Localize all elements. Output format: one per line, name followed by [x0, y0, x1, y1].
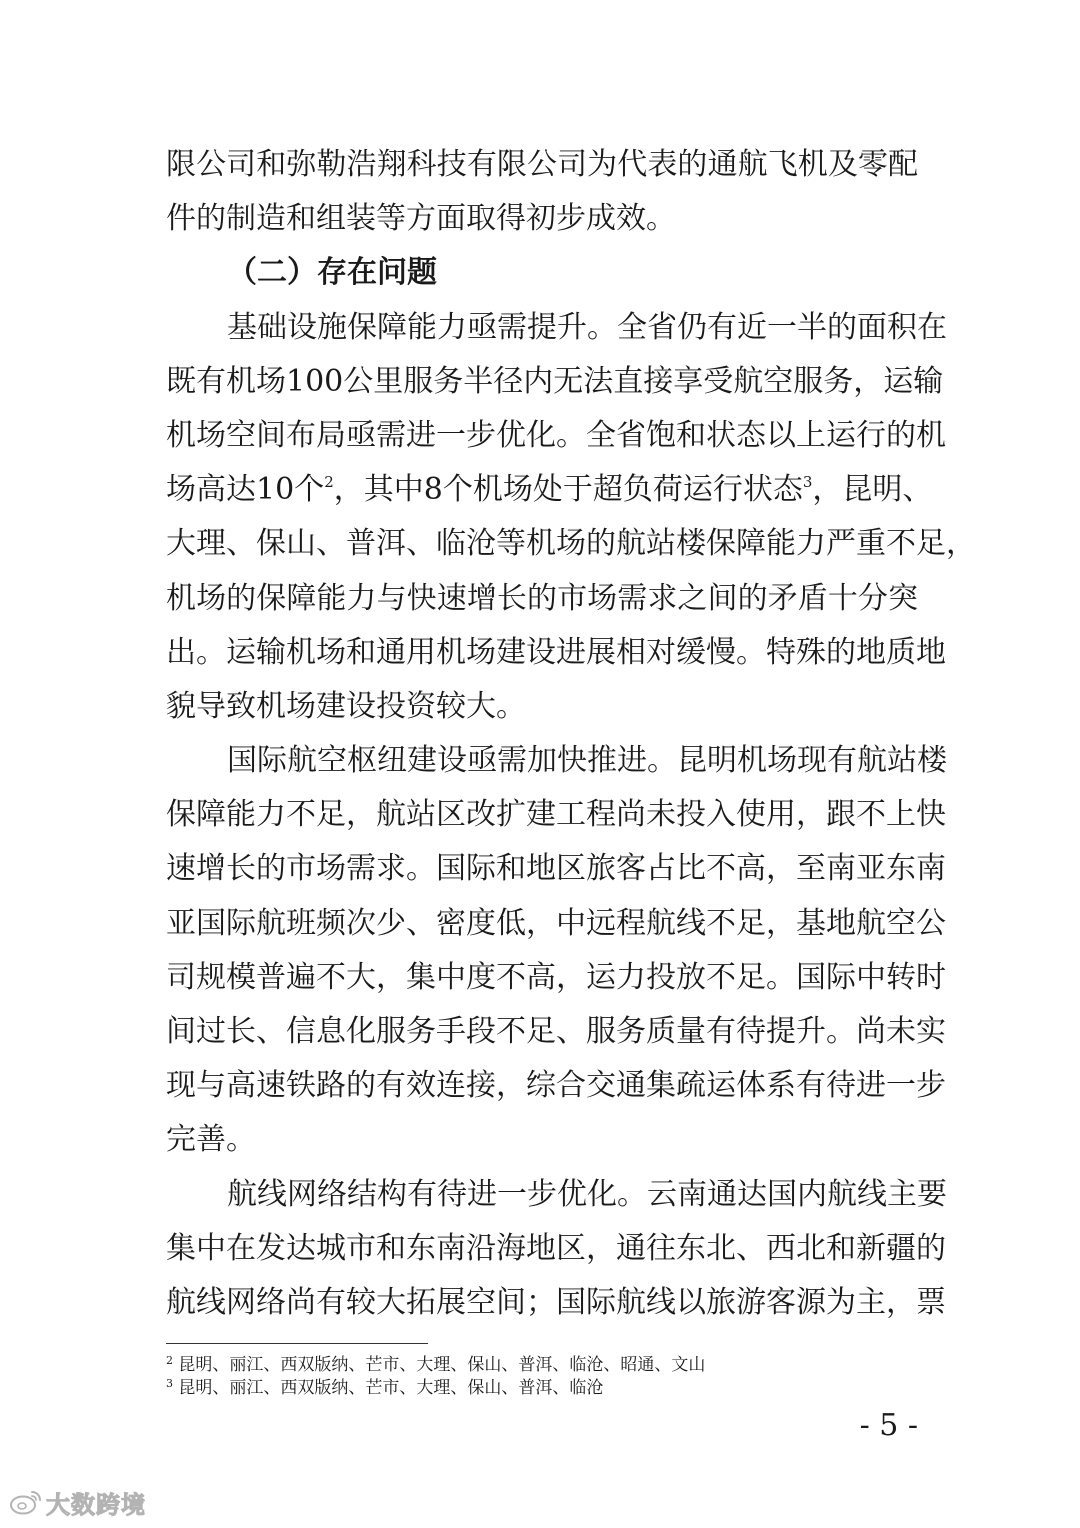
text-line: 航线网络结构有待进一步优化。云南通达国内航线主要 — [227, 1176, 947, 1212]
text-line: 件的制造和组装等方面取得初步成效。 — [166, 201, 676, 237]
footnote-text: 昆明、丽江、西双版纳、芒市、大理、保山、普洱、临沧 — [178, 1378, 604, 1398]
text-line: 机场的保障能力与快速增长的市场需求之间的矛盾十分突 — [166, 580, 918, 616]
text-line: 貌导致机场建设投资较大。 — [166, 688, 526, 724]
text-line: 速增长的市场需求。国际和地区旅客占比不高，至南亚东南 — [166, 851, 946, 887]
text-line: 限公司和弥勒浩翔科技有限公司为代表的通航飞机及零配 — [166, 147, 918, 182]
text-segment: ，昆明、 — [812, 472, 933, 508]
text-line: 完善。 — [166, 1122, 256, 1158]
body-text — [166, 138, 976, 1330]
footnote-text: 昆明、丽江、西双版纳、芒市、大理、保山、普洱、临沧、昭通、文山 — [178, 1355, 706, 1375]
watermark-text: 大数跨境 — [46, 1490, 146, 1519]
text-line: 大理、保山、普洱、临沧等机场的航站楼保障能力严重不足， — [166, 526, 976, 562]
text-line: 出。运输机场和通用机场建设进展相对缓慢。特殊的地质地 — [166, 634, 946, 670]
footnote-mark: 2 — [166, 1354, 173, 1367]
footnote-2 — [166, 1354, 918, 1377]
footnote-mark: 3 — [166, 1377, 173, 1390]
weibo-logo-icon — [10, 1489, 42, 1515]
text-segment: ，其中8个机场处于超负荷运行状态 — [333, 472, 803, 508]
text-line: 既有机场100公里服务半径内无法直接享受航空服务，运输 — [166, 363, 944, 399]
footnote-3 — [166, 1377, 918, 1400]
text-line: 集中在发达城市和东南沿海地区，通往东北、西北和新疆的 — [166, 1230, 946, 1266]
footnote-ref-2[interactable]: 2 — [324, 473, 334, 492]
footnotes — [166, 1354, 918, 1400]
text-segment: 场高达10个 — [166, 472, 325, 508]
text-line: 保障能力不足，航站区改扩建工程尚未投入使用，跟不上快 — [166, 797, 946, 833]
page-number: - 5 - — [859, 1408, 918, 1443]
text-line: 司规模普遍不大，集中度不高，运力投放不足。国际中转时 — [166, 959, 946, 995]
footnote-divider — [166, 1343, 428, 1344]
text-line: 国际航空枢纽建设亟需加快推进。昆明机场现有航站楼 — [227, 743, 947, 779]
text-line: 基础设施保障能力亟需提升。全省仍有近一半的面积在 — [227, 309, 947, 345]
text-line: 间过长、信息化服务手段不足、服务质量有待提升。尚未实 — [166, 1014, 946, 1049]
watermark — [10, 1486, 146, 1518]
text-line: 航线网络尚有较大拓展空间；国际航线以旅游客源为主，票 — [166, 1284, 946, 1320]
text-line — [166, 463, 933, 517]
text-line: 现与高速铁路的有效连接，综合交通集疏运体系有待进一步 — [166, 1068, 946, 1104]
section-heading: （二）存在问题 — [227, 255, 437, 291]
text-line: 机场空间布局亟需进一步优化。全省饱和状态以上运行的机 — [166, 417, 946, 453]
text-line: 亚国际航班频次少、密度低，中远程航线不足，基地航空公 — [166, 905, 946, 941]
footnote-ref-3[interactable]: 3 — [802, 473, 813, 492]
